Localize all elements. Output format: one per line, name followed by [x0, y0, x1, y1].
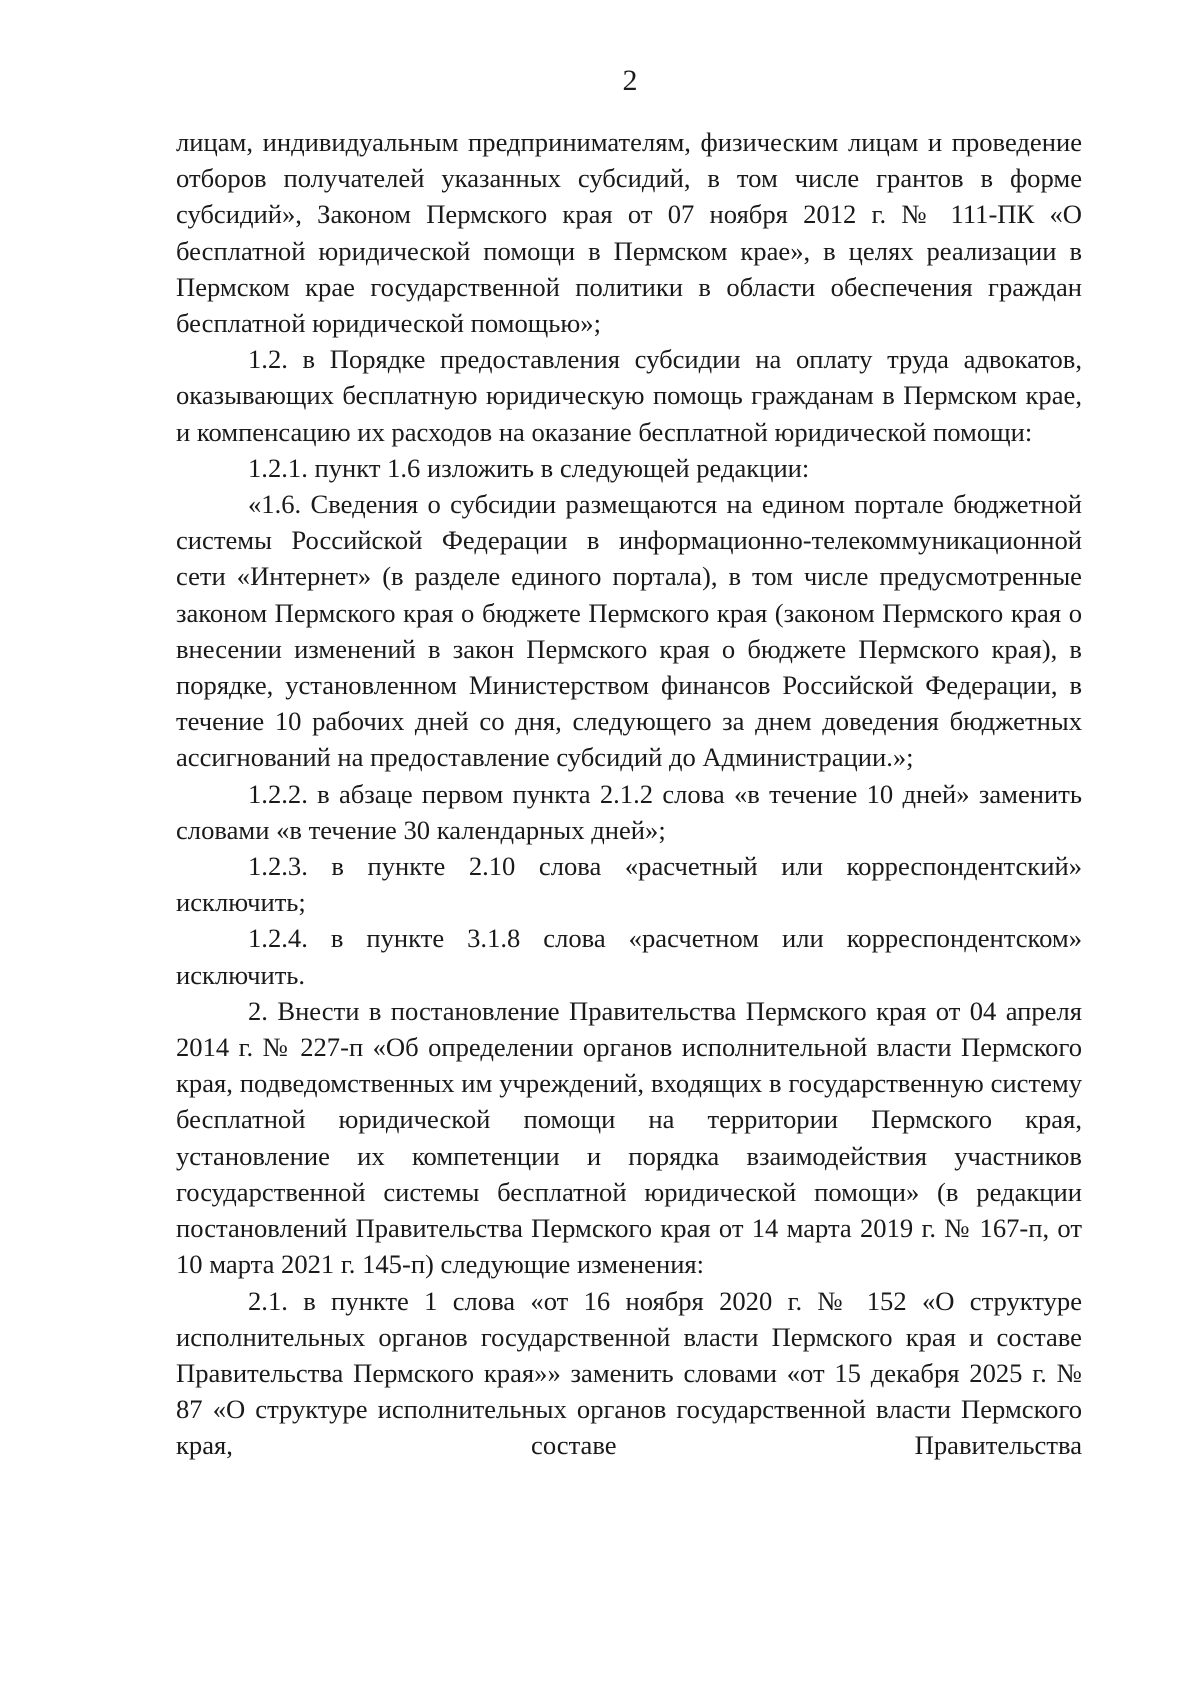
document-body: [176, 124, 1082, 1464]
paragraph-1-2-3: 1.2.3. в пункте 2.10 слова «расчетный или корреспондентский» исключить;: [176, 851, 1082, 918]
paragraph-1-2-2: 1.2.2. в абзаце первом пункта 2.1.2 слова «в течение 10 дней» заменить словами «в течение 30 календарных дней»;: [176, 778, 1082, 845]
paragraph-2-1: 2.1. в пункте 1 слова «от 16 ноября 2020 г. № 152 «О структуре исполнительных органов государственной власти Пермского края и составе Правительства Пермского края»» заменить словами «от 15 декабря 2025 г. № 87 «О структуре исполнительных органов государственной власти Пермского края, составе Правительства: [176, 1285, 1082, 1461]
paragraph-1-2: 1.2. в Порядке предоставления субсидии на оплату труда адвокатов, оказывающих бесплатную юридическую помощь гражданам в Пермском крае, и компенсацию их расходов на оказание бесплатной юридической помощи:: [176, 344, 1082, 447]
paragraph-1-2-4: 1.2.4. в пункте 3.1.8 слова «расчетном или корреспондентском» исключить.: [176, 923, 1082, 990]
paragraph-1-2-1: 1.2.1. пункт 1.6 изложить в следующей редакции:: [248, 452, 810, 483]
page-number: 2: [622, 64, 638, 97]
paragraph-2: 2. Внести в постановление Правительства Пермского края от 04 апреля 2014 г. № 227-п «Об определении органов исполнительной власти Пермского края, подведомственных им учреждений, входящих в государственную систему бесплатной юридической помощи на территории Пермского края, установление их компетенции и порядка взаимодействия участников государственной системы бесплатной юридической помощи» (в редакции постановлений Правительства Пермского края от 14 марта 2019 г. № 167-п, от 10 марта 2021 г. 145-п) следующие изменения:: [176, 995, 1082, 1280]
paragraph-quote-1-6: «1.6. Сведения о субсидии размещаются на едином портале бюджетной системы Российской Федерации в информационно-телекоммуникационной сети «Интернет» (в разделе единого портала), в том числе предусмотренные законом Пермского края о бюджете Пермского края (законом Пермского края о внесении изменений в закон Пермского края о бюджете Пермского края), в порядке, установленном Министерством финансов Российской Федерации, в течение 10 рабочих дней со дня, следующего за днем доведения бюджетных ассигнований на предоставление субсидий до Администрации.»;: [176, 489, 1082, 773]
paragraph-continuation: лицам, индивидуальным предпринимателям, физическим лицам и проведение отборов получателей указанных субсидий, в том числе грантов в форме субсидий», Законом Пермского края от 07 ноября 2012 г. № 111-ПК «О бесплатной юридической помощи в Пермском крае», в целях реализации в Пермском крае государственной политики в области обеспечения граждан бесплатной юридической помощью»;: [176, 127, 1082, 339]
